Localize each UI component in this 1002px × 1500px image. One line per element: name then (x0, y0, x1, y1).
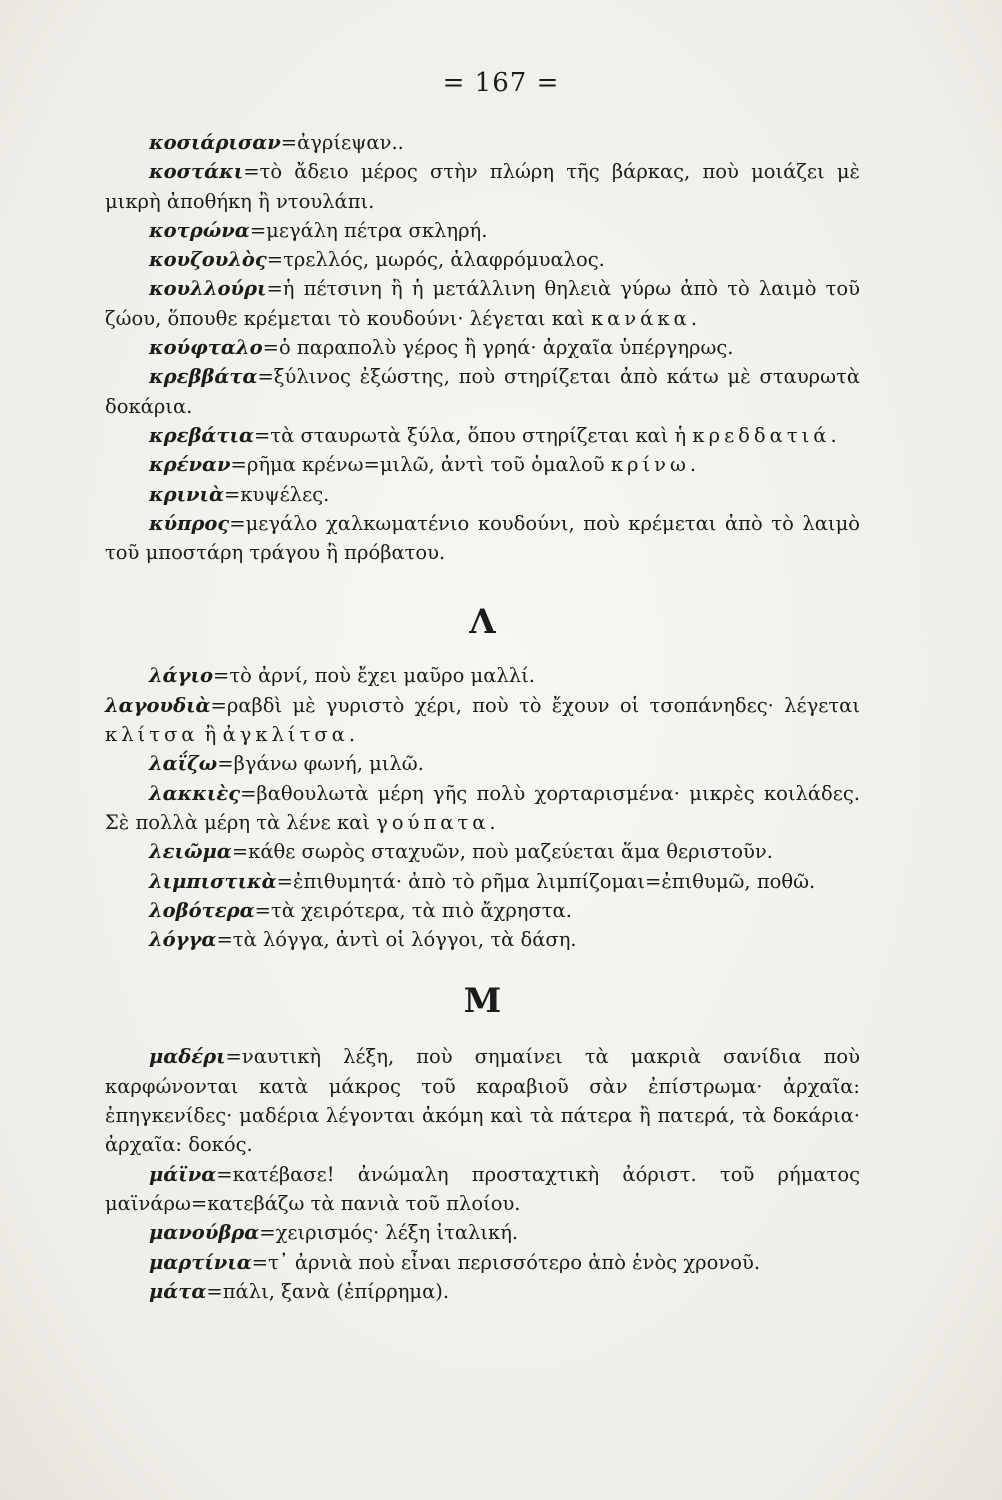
glossary-entry (105, 837, 860, 866)
glossary-entry (105, 274, 860, 333)
entry-definition: =τὸ ἄδειο μέρος στὴν πλώρη τῆς βάρκας, ποὺ μοιάζει μὲ μικρὴ ἀποθήκη ἢ ντουλάπι. (105, 160, 860, 213)
glossary-entry (105, 157, 860, 216)
entry-definition: =μεγάλο χαλκωματένιο κουδούνι, ποὺ κρέμεται ἀπὸ τὸ λαιμὸ τοῦ μποστάρη τράγου ἢ πρόβατου. (105, 511, 860, 565)
entry-spaced-term: κλίτσα (105, 723, 199, 747)
entry-tail: . (830, 423, 837, 447)
entry-spaced-term: κρίνω (610, 453, 690, 477)
entry-definition: =κυψέλες. (224, 482, 330, 506)
glossary-text (105, 128, 860, 1306)
entry-headword: κοστάκι (149, 160, 244, 184)
entry-definition: =τὰ λόγγα, ἀντὶ οἱ λόγγοι, τὰ δάση. (216, 928, 577, 952)
entry-definition: =βγάνω φωνή, μιλῶ. (217, 752, 424, 776)
entry-definition: =βαθουλωτὰ μέρη γῆς πολὺ χορταρισμένα· μικρὲς κοιλάδες. Σὲ πολλὰ μέρη τὰ λένε καὶ (105, 781, 860, 834)
page-number: = 167 = (442, 68, 560, 98)
entry-definition: =τὰ σταυρωτὰ ξύλα, ὅπου στηρίζεται καὶ ἡ (253, 423, 693, 447)
letter-heading-mu: Μ (463, 981, 502, 1022)
entry-headword: μανούβρα (149, 1221, 260, 1245)
entry-headword: λιμπιστικὰ (149, 869, 277, 893)
glossary-entry (105, 1277, 860, 1306)
entry-spaced-term: κρεδδατιά (692, 423, 831, 447)
entry-tail: . (348, 723, 356, 747)
entry-headword: λαΐζω (149, 752, 218, 776)
entry-headword: κούφταλο (149, 336, 263, 360)
entry-connector: ἢ (198, 723, 223, 747)
entry-tail: . (489, 810, 496, 834)
glossary-entry (105, 362, 860, 421)
entry-definition: =τ᾽ ἀρνιὰ ποὺ εἶναι περισσότερο ἀπὸ ἑνὸς χρονοῦ. (251, 1250, 761, 1274)
section-kappa (105, 128, 860, 567)
entry-headword: λόγγα (149, 928, 217, 952)
entry-definition: =κάθε σωρὸς σταχυῶν, ποὺ μαζεύεται ἅμα θεριστοῦν. (231, 840, 773, 864)
glossary-entry (105, 1218, 860, 1247)
entry-definition: =τρελλός, μωρός, ἀλαφρόμυαλος. (266, 248, 605, 272)
entry-definition: =τὸ ἀρνί, ποὺ ἔχει μαῦρο μαλλί. (213, 664, 535, 688)
glossary-entry (105, 749, 860, 778)
entry-headword: μαρτίνια (149, 1250, 252, 1274)
entry-definition: =κατέβασε! ἀνώμαλη προσταχτικὴ ἀόριστ. τοῦ ρήματος μαϊνάρω=κατεβάζω τὰ πανιὰ τοῦ πλοίου. (105, 1162, 860, 1215)
glossary-entry (105, 216, 860, 245)
entry-spaced-term: γούπατα (376, 810, 490, 834)
entry-definition: =μεγάλη πέτρα σκληρή. (249, 218, 488, 242)
entry-definition: =ξύλινος ἐξώστης, ποὺ στηρίζεται ἀπὸ κάτω μὲ σταυρωτὰ δοκάρια. (105, 365, 860, 418)
entry-headword: λειῶμα (149, 840, 232, 864)
entry-definition: =ἐπιθυμητά· ἀπὸ τὸ ρῆμα λιμπίζομαι=ἐπιθυμῶ, ποθῶ. (276, 869, 816, 893)
entry-headword: μαδέρι (149, 1045, 226, 1069)
section-mu (105, 1042, 860, 1306)
entry-definition: =ραβδὶ μὲ γυριστὸ χέρι, ποὺ τὸ ἔχουν οἱ τσοπάνηδες· λέγεται (210, 693, 860, 717)
glossary-entry (105, 779, 860, 838)
entry-definition: =ἡ πέτσινη ἢ ἡ μετάλλινη θηλειὰ γύρω ἀπὸ τὸ λαιμὸ τοῦ ζώου, ὅπουθε κρέμεται τὸ κουδούνι· λέγεται καὶ (105, 277, 860, 330)
entry-headword: λάγιο (149, 664, 213, 688)
entry-headword: κοτρώνα (149, 218, 250, 242)
glossary-entry (105, 661, 860, 690)
entry-spaced-term: κανάκα (590, 306, 691, 330)
glossary-entry (105, 450, 860, 479)
entry-definition: =πάλι, ξανὰ (ἐπίρρημα). (206, 1279, 450, 1303)
entry-headword: κρεβάτια (149, 423, 254, 447)
glossary-entry (105, 896, 860, 925)
letter-heading-lambda: Λ (469, 602, 496, 643)
entry-definition: =τὰ χειρότερα, τὰ πιὸ ἄχρηστα. (254, 898, 572, 922)
entry-headword: μάϊνα (149, 1162, 217, 1186)
glossary-entry (105, 1042, 860, 1159)
entry-definition: =ὁ παραπολὺ γέρος ἢ γρηά· ἀρχαῖα ὑπέργηρως. (262, 336, 734, 360)
section-lambda (105, 661, 860, 954)
glossary-entry (105, 421, 860, 450)
glossary-entry (105, 333, 860, 362)
glossary-entry (105, 480, 860, 509)
entry-definition: =ναυτικὴ λέξη, ποὺ σημαίνει τὰ μακριὰ σανίδια ποὺ καρφώνονται κατὰ μάκρος τοῦ καραβιοῦ σὰν ἐπίστρωμα· ἀρχαῖα: ἐπηγκενίδες· μαδέρια λέγονται ἀκόμη καὶ τὰ πάτερα ἢ πατερά, τὰ δοκάρια· ἀρχαῖα: δοκός. (105, 1045, 860, 1157)
entry-headword: μάτα (149, 1279, 207, 1303)
glossary-entry (105, 128, 860, 157)
glossary-entry (105, 925, 860, 954)
entry-headword: λοβότερα (149, 898, 255, 922)
entry-headword: κουζουλὸς (149, 248, 267, 272)
glossary-entry (105, 245, 860, 274)
entry-headword: κύπρος (149, 511, 230, 535)
entry-headword: κρέναν (149, 453, 231, 477)
entry-spaced-term: ἀγκλίτσα (222, 723, 349, 747)
entry-definition: =ρῆμα κρένω=μιλῶ, ἀντὶ τοῦ ὁμαλοῦ (230, 453, 611, 477)
entry-definition: =ἀγρίεψαν.. (280, 131, 404, 154)
glossary-entry (105, 1160, 860, 1219)
entry-headword: λαγουδιὰ (105, 693, 211, 717)
glossary-entry (105, 691, 860, 750)
entry-tail: . (689, 453, 697, 477)
glossary-entry (105, 509, 860, 568)
glossary-entry (105, 867, 860, 896)
entry-headword: κοσιάρισαν (149, 131, 281, 154)
entry-headword: κουλλούρι (149, 277, 267, 301)
entry-headword: λακκιὲς (149, 781, 241, 805)
entry-headword: κρεββάτα (149, 365, 258, 389)
entry-headword: κρινιὰ (149, 482, 224, 506)
entry-tail: . (690, 306, 697, 330)
glossary-entry (105, 1248, 860, 1277)
entry-definition: =χειρισμός· λέξη ἰταλική. (259, 1221, 519, 1245)
